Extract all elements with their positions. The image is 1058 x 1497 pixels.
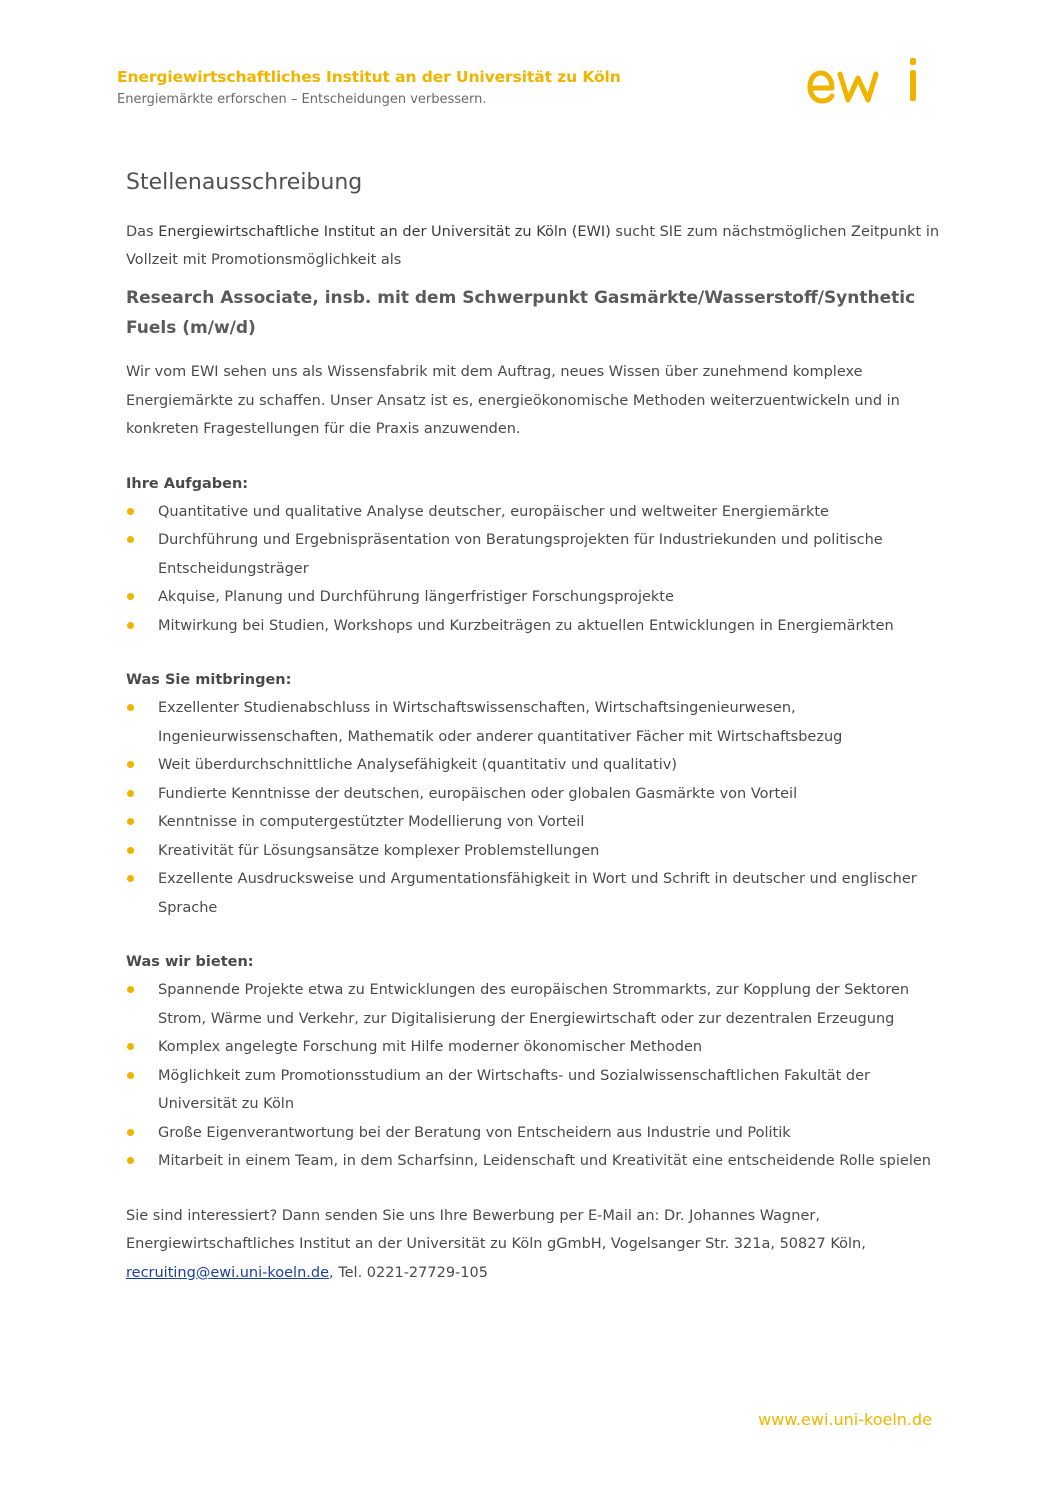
list-item: Große Eigenverantwortung bei der Beratung von Entscheidern aus Industrie und Politik xyxy=(126,1119,946,1148)
offer-list xyxy=(126,976,946,1176)
list-item: Exzellenter Studienabschluss in Wirtschaftswissenschaften, Wirtschaftsingenieurwesen, Ingenieurwissenschaften, Mathematik oder anderer quantitativer Fächer mit Wirtschaftsbezug xyxy=(126,694,946,751)
section-title-requirements: Was Sie mitbringen: xyxy=(126,672,292,688)
recruiting-email-link[interactable]: recruiting@ewi.uni-koeln.de xyxy=(126,1264,330,1281)
section-title-tasks: Ihre Aufgaben: xyxy=(126,475,249,492)
position-title: Research Associate, insb. mit dem Schwerpunkt Gasmärkte/Wasserstoff/Synthetic Fuels (m/w/d) xyxy=(126,288,916,338)
tasks-list xyxy=(126,498,946,641)
closing-paragraph xyxy=(126,1202,946,1288)
list-item: Kreativität für Lösungsansätze komplexer Problemstellungen xyxy=(126,837,946,866)
job-posting xyxy=(126,168,946,1287)
list-item: Mitwirkung bei Studien, Workshops und Kurzbeiträgen zu aktuellen Entwicklungen in Energiemärkten xyxy=(126,612,946,641)
list-item: Weit überdurchschnittliche Analysefähigkeit (quantitativ und qualitativ) xyxy=(126,751,946,780)
list-item: Exzellente Ausdrucksweise und Argumentationsfähigkeit in Wort und Schrift in deutscher und englischer Sprache xyxy=(126,865,946,922)
requirements-list xyxy=(126,694,946,922)
list-item: Möglichkeit zum Promotionsstudium an der Wirtschafts- und Sozialwissenschaftlichen Fakultät der Universität zu Köln xyxy=(126,1062,946,1119)
closing-phone: , Tel. 0221-27729-105 xyxy=(329,1264,488,1281)
page-title: Stellenausschreibung xyxy=(126,170,363,195)
intro-paragraph xyxy=(126,218,946,274)
intro-prefix: Das xyxy=(126,224,159,240)
header-org-name: Energiewirtschaftliches Institut an der Universität zu Köln xyxy=(117,68,621,86)
header-tagline: Energiemärkte erforschen – Entscheidungen verbessern. xyxy=(117,92,487,107)
intro-suffix: sucht SIE zum nächstmöglichen Zeitpunkt in Vollzeit mit Promotionsmöglichkeit als xyxy=(126,224,940,268)
closing-text: Sie sind interessiert? Dann senden Sie uns Ihre Bewerbung per E-Mail an: Dr. Johannes Wagner, Energiewirtschaftliches Institut an der Universität zu Köln gGmbH, Vogelsanger Str. 321a, 50827 Köln, xyxy=(126,1207,866,1252)
description-paragraph: Wir vom EWI sehen uns als Wissensfabrik mit dem Auftrag, neues Wissen über zunehmend komplexe Energiemärkte zu schaffen. Unser Ansatz ist es, energieökonomische Methoden weiterzuentwickeln und in konkreten Fragestellungen für die Praxis anzuwenden. xyxy=(126,364,900,437)
list-item: Akquise, Planung und Durchführung längerfristiger Forschungsprojekte xyxy=(126,583,946,612)
list-item: Mitarbeit in einem Team, in dem Scharfsinn, Leidenschaft und Kreativität eine entscheidende Rolle spielen xyxy=(126,1147,946,1176)
ewi-logo xyxy=(806,56,924,106)
section-title-offer: Was wir bieten: xyxy=(126,954,254,970)
footer-website-url[interactable]: www.ewi.uni-koeln.de xyxy=(758,1410,932,1429)
list-item: Komplex angelegte Forschung mit Hilfe moderner ökonomischer Methoden xyxy=(126,1033,946,1062)
list-item: Quantitative und qualitative Analyse deutscher, europäischer und weltweiter Energiemärkte xyxy=(126,498,946,527)
list-item: Durchführung und Ergebnispräsentation von Beratungsprojekten für Industriekunden und politische Entscheidungsträger xyxy=(126,526,946,583)
intro-org-name: Energiewirtschaftliche Institut an der Universität zu Köln (EWI) xyxy=(158,224,611,240)
list-item: Fundierte Kenntnisse der deutschen, europäischen oder globalen Gasmärkte von Vorteil xyxy=(126,780,946,809)
list-item: Spannende Projekte etwa zu Entwicklungen des europäischen Strommarkts, zur Kopplung der Sektoren Strom, Wärme und Verkehr, zur Digitalisierung der Energiewirtschaft oder zur dezentralen Erzeugung xyxy=(126,976,946,1033)
list-item: Kenntnisse in computergestützter Modellierung von Vorteil xyxy=(126,808,946,837)
